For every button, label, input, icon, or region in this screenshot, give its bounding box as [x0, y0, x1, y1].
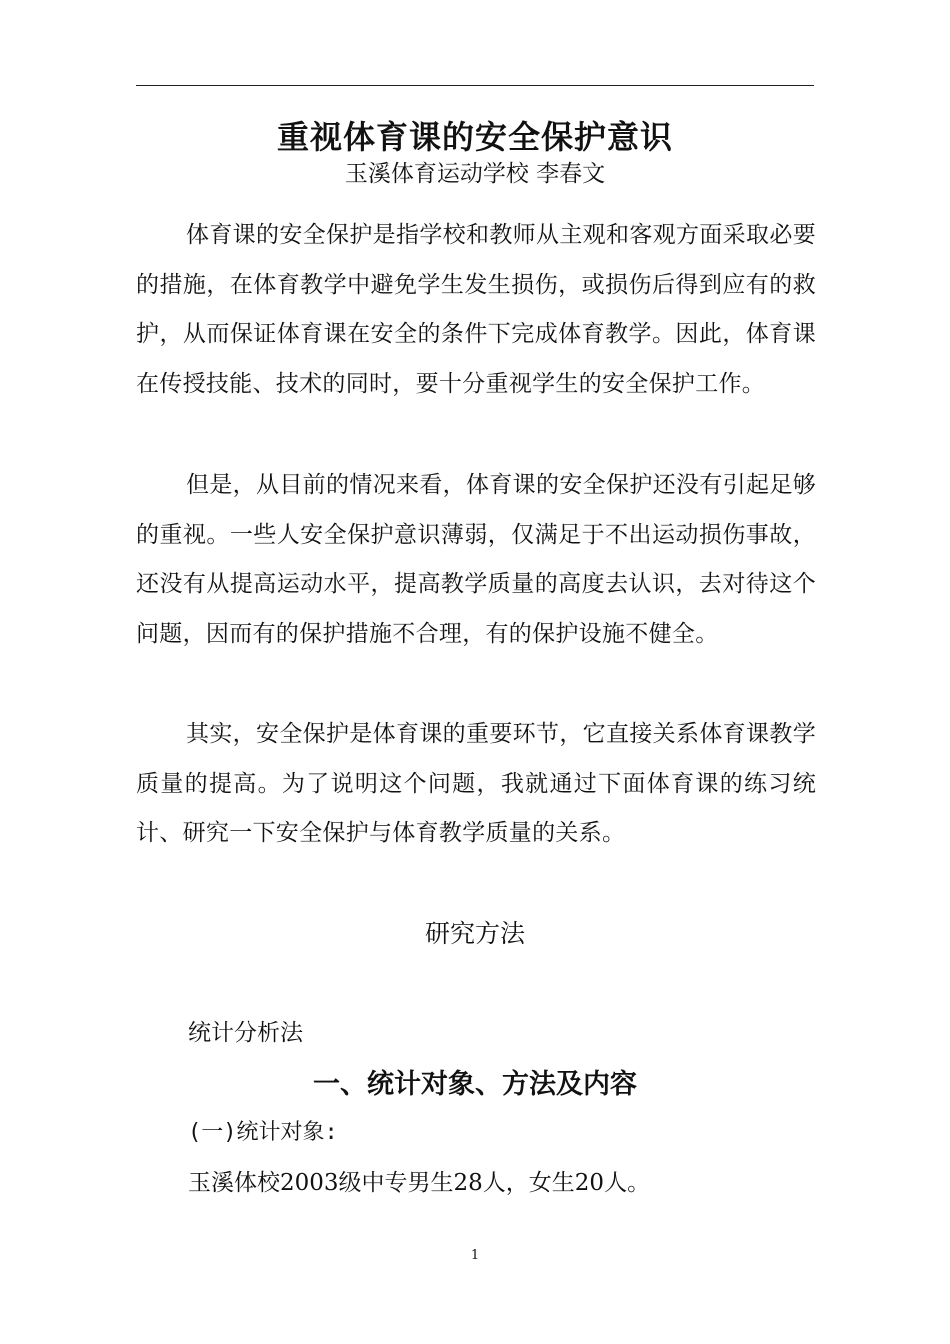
paragraph-container — [136, 211, 816, 409]
body-paragraph: 但是，从目前的情况来看，体育课的安全保护还没有引起足够的重视。一些人安全保护意识薄弱，仅满足于不出运动损伤事故，还没有从提高运动水平，提高教学质量的高度去认识，去对待这个问题，因而有的保护措施不合理，有的保护设施不健全。 — [136, 472, 816, 647]
subject-text: 玉溪体校2003级中专男生28人，女生20人。 — [188, 1170, 651, 1196]
page-number: 1 — [470, 1248, 480, 1263]
body-paragraph: 其实，安全保护是体育课的重要环节，它直接关系体育课教学质量的提高。为了说明这个问题，我就通过下面体育课的练习统计、研究一下安全保护与体育教学质量的关系。 — [136, 721, 816, 846]
section-heading: 研究方法 — [424, 919, 525, 948]
subsection-heading: 一、统计对象、方法及内容 — [313, 1069, 637, 1100]
paragraph-container — [136, 461, 816, 659]
author-line: 玉溪体育运动学校 李春文 — [344, 161, 606, 187]
document-title: 重视体育课的安全保护意识 — [276, 118, 673, 156]
paragraph-container — [136, 710, 816, 859]
subsection-label: (一)统计对象: — [188, 1120, 338, 1145]
method-text: 统计分析法 — [188, 1020, 303, 1046]
body-paragraph: 体育课的安全保护是指学校和教师从主观和客观方面采取必要的措施，在体育教学中避免学生发生损伤，或损伤后得到应有的救护，从而保证体育课在安全的条件下完成体育教学。因此，体育课在传授技能、技术的同时，要十分重视学生的安全保护工作。 — [136, 222, 816, 397]
header-rule — [136, 85, 814, 86]
